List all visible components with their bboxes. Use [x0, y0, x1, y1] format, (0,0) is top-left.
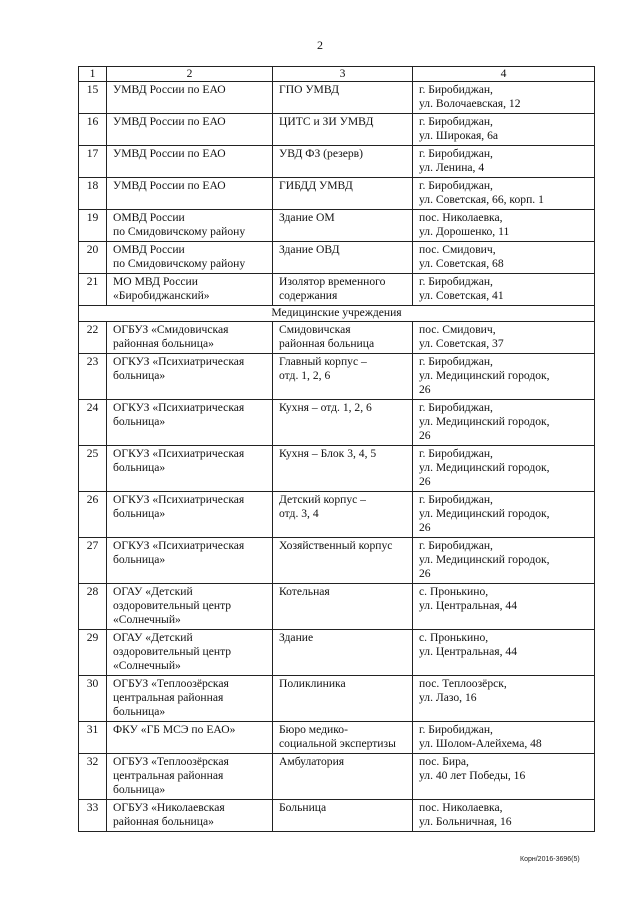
organization-cell: ОГКУЗ «Психиатрическая больница»: [107, 538, 273, 584]
row-number: 16: [79, 114, 107, 146]
row-number: 25: [79, 446, 107, 492]
row-number: 20: [79, 242, 107, 274]
organization-cell: ОГАУ «Детский оздоровительный центр «Солнечный»: [107, 630, 273, 676]
address-cell: г. Биробиджан, ул. Медицинский городок, 26: [413, 400, 595, 446]
table-row: [79, 446, 595, 492]
object-cell: Кухня – отд. 1, 2, 6: [273, 400, 413, 446]
object-cell: ЦИТС и ЗИ УМВД: [273, 114, 413, 146]
document-reference: Корн/2016-3696(5): [520, 856, 580, 863]
organization-cell: ОГКУЗ «Психиатрическая больница»: [107, 446, 273, 492]
table-row: [79, 322, 595, 354]
object-cell: Изолятор временного содержания: [273, 274, 413, 306]
address-cell: г. Биробиджан, ул. Широкая, 6а: [413, 114, 595, 146]
object-cell: Детский корпус – отд. 3, 4: [273, 492, 413, 538]
row-number: 26: [79, 492, 107, 538]
address-cell: г. Биробиджан, ул. Медицинский городок, 26: [413, 492, 595, 538]
table-row: [79, 210, 595, 242]
organization-cell: ОГКУЗ «Психиатрическая больница»: [107, 492, 273, 538]
organization-cell: ОГБУЗ «Смидовичская районная больница»: [107, 322, 273, 354]
object-cell: ГИБДД УМВД: [273, 178, 413, 210]
table-row: [79, 242, 595, 274]
organization-cell: ОГБУЗ «Теплоозёрская центральная районная больница»: [107, 676, 273, 722]
object-cell: Смидовичская районная больница: [273, 322, 413, 354]
table-row: [79, 146, 595, 178]
table-row: [79, 114, 595, 146]
address-cell: г. Биробиджан, ул. Советская, 41: [413, 274, 595, 306]
address-cell: пос. Теплоозёрск, ул. Лазо, 16: [413, 676, 595, 722]
row-number: 32: [79, 754, 107, 800]
table-row: [79, 754, 595, 800]
page-number: 2: [317, 38, 323, 52]
organization-cell: ОГКУЗ «Психиатрическая больница»: [107, 400, 273, 446]
object-cell: Кухня – Блок 3, 4, 5: [273, 446, 413, 492]
address-cell: г. Биробиджан, ул. Шолом-Алейхема, 48: [413, 722, 595, 754]
address-cell: с. Пронькино, ул. Центральная, 44: [413, 584, 595, 630]
column-header: 1: [79, 67, 107, 82]
address-cell: г. Биробиджан, ул. Ленина, 4: [413, 146, 595, 178]
row-number: 17: [79, 146, 107, 178]
object-cell: Главный корпус – отд. 1, 2, 6: [273, 354, 413, 400]
row-number: 15: [79, 82, 107, 114]
object-cell: УВД ФЗ (резерв): [273, 146, 413, 178]
column-header: 3: [273, 67, 413, 82]
organization-cell: УМВД России по ЕАО: [107, 82, 273, 114]
table-row: [79, 722, 595, 754]
row-number: 19: [79, 210, 107, 242]
address-cell: пос. Николаевка, ул. Больничная, 16: [413, 800, 595, 832]
object-cell: Здание ОМ: [273, 210, 413, 242]
row-number: 28: [79, 584, 107, 630]
organization-cell: ФКУ «ГБ МСЭ по ЕАО»: [107, 722, 273, 754]
row-number: 33: [79, 800, 107, 832]
address-cell: пос. Бира, ул. 40 лет Победы, 16: [413, 754, 595, 800]
object-cell: Здание: [273, 630, 413, 676]
organization-cell: ОГБУЗ «Николаевская районная больница»: [107, 800, 273, 832]
row-number: 31: [79, 722, 107, 754]
organization-cell: ОМВД России по Смидовичскому району: [107, 210, 273, 242]
table-row: [79, 800, 595, 832]
table-row: [79, 82, 595, 114]
facilities-table: [78, 66, 595, 832]
table-row: [79, 400, 595, 446]
organization-cell: УМВД России по ЕАО: [107, 114, 273, 146]
object-cell: Хозяйственный корпус: [273, 538, 413, 584]
address-cell: г. Биробиджан, ул. Волочаевская, 12: [413, 82, 595, 114]
object-cell: Амбулатория: [273, 754, 413, 800]
organization-cell: УМВД России по ЕАО: [107, 178, 273, 210]
table-row: [79, 274, 595, 306]
table-row: [79, 354, 595, 400]
object-cell: Поликлиника: [273, 676, 413, 722]
table-row: [79, 492, 595, 538]
address-cell: г. Биробиджан, ул. Медицинский городок, 26: [413, 446, 595, 492]
table-row: [79, 584, 595, 630]
table-row: [79, 538, 595, 584]
object-cell: Бюро медико- социальной экспертизы: [273, 722, 413, 754]
organization-cell: УМВД России по ЕАО: [107, 146, 273, 178]
organization-cell: ОГБУЗ «Теплоозёрская центральная районная больница»: [107, 754, 273, 800]
address-cell: пос. Смидович, ул. Советская, 68: [413, 242, 595, 274]
section-header-row: [79, 306, 595, 322]
column-header-row: [79, 67, 595, 82]
organization-cell: МО МВД России «Биробиджанский»: [107, 274, 273, 306]
column-header: 2: [107, 67, 273, 82]
row-number: 23: [79, 354, 107, 400]
address-cell: г. Биробиджан, ул. Медицинский городок, 26: [413, 354, 595, 400]
row-number: 21: [79, 274, 107, 306]
table-row: [79, 178, 595, 210]
address-cell: г. Биробиджан, ул. Советская, 66, корп. 1: [413, 178, 595, 210]
organization-cell: ОГАУ «Детский оздоровительный центр «Солнечный»: [107, 584, 273, 630]
address-cell: г. Биробиджан, ул. Медицинский городок, 26: [413, 538, 595, 584]
row-number: 30: [79, 676, 107, 722]
object-cell: Больница: [273, 800, 413, 832]
row-number: 22: [79, 322, 107, 354]
object-cell: Здание ОВД: [273, 242, 413, 274]
row-number: 27: [79, 538, 107, 584]
column-header: 4: [413, 67, 595, 82]
organization-cell: ОГКУЗ «Психиатрическая больница»: [107, 354, 273, 400]
table-row: [79, 630, 595, 676]
address-cell: с. Пронькино, ул. Центральная, 44: [413, 630, 595, 676]
address-cell: пос. Смидович, ул. Советская, 37: [413, 322, 595, 354]
object-cell: ГПО УМВД: [273, 82, 413, 114]
table-row: [79, 676, 595, 722]
section-title: Медицинские учреждения: [79, 306, 595, 322]
row-number: 24: [79, 400, 107, 446]
row-number: 18: [79, 178, 107, 210]
address-cell: пос. Николаевка, ул. Дорошенко, 11: [413, 210, 595, 242]
row-number: 29: [79, 630, 107, 676]
organization-cell: ОМВД России по Смидовичскому району: [107, 242, 273, 274]
object-cell: Котельная: [273, 584, 413, 630]
